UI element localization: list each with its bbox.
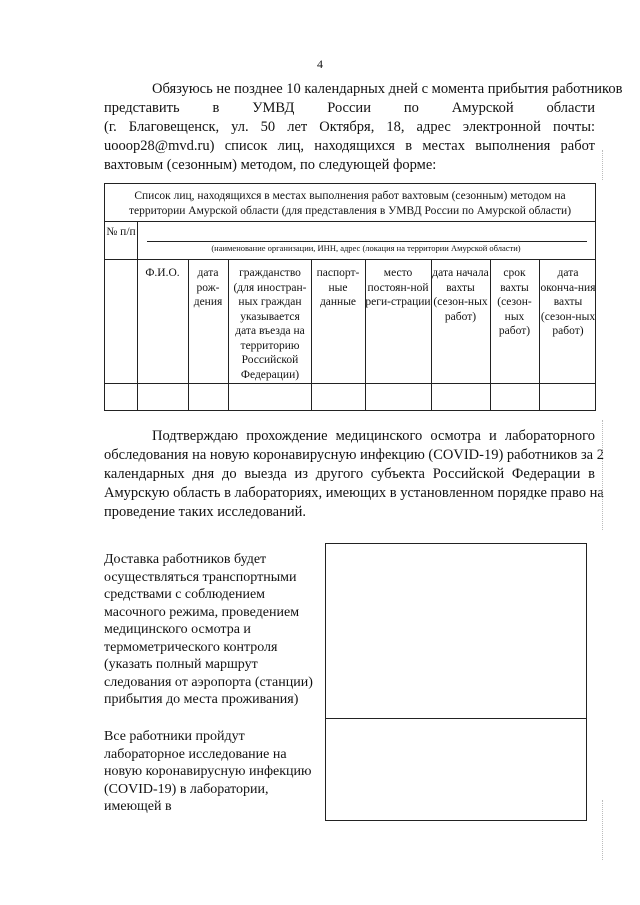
delivery-text: Доставка работников будет осуществляться транспортными средствами с соблюдением масочного режима, проведением медицинского осмотра и термометрического контроля (указать полный маршрут следования от аэропорта (станции) прибытия до места проживания) [104, 552, 313, 707]
table-caption: Список лиц, находящихся в местах выполнения работ вахтовым (сезонным) методом на территории Амурской области (для представления в УМВД России по Амурской области) [128, 190, 572, 217]
org-caption: (наименование организации, ИНН, адрес (локация на территории Амурской области) [211, 243, 521, 253]
paragraph-line: (г. Благовещенск, ул. 50 лет Октября, 18, адрес электронной почты: [104, 119, 595, 135]
lab-test-text: Все работники пройдут лабораторное исследование на новую коронавирусную инфекцию (COVID-19) в лаборатории, имеющей в [104, 729, 312, 814]
scan-edge-mark [602, 800, 603, 860]
table-header-number: № п/п [106, 226, 136, 238]
paragraph-line: представить в УМВД России по Амурской области [104, 100, 595, 116]
paragraph-line: Амурскую область в лабораториях, имеющих в установленном порядке право на [104, 485, 604, 501]
paragraph-line: календарных дня до выезда из другого субъекта Российской Федерации в [104, 466, 595, 482]
paragraph-line: проведение таких исследований. [104, 504, 307, 520]
col-header-passport: паспорт-ные данные [316, 267, 360, 308]
col-header-shift-start: дата начала вахты (сезон-ных работ) [432, 267, 489, 323]
paragraph-line: вахтовым (сезонным) методом, по следующей форме: [104, 157, 437, 173]
paragraph-line: uooop28@mvd.ru) список лиц, находящихся в местах выполнения работ [104, 138, 595, 154]
workers-list-table [104, 183, 596, 411]
col-header-registration: место постоян-ной реги-страции [365, 267, 431, 308]
paragraph-line: Подтверждаю прохождение медицинского осмотра и лабораторного [152, 428, 595, 444]
paragraph-line: обследования на новую коронавирусную инфекцию (COVID-19) работников за 2 [104, 447, 604, 463]
scan-edge-mark [602, 150, 603, 180]
scan-edge-mark [602, 420, 603, 530]
page-number: 4 [317, 57, 323, 71]
col-header-shift-term: срок вахты (сезон-ных работ) [497, 267, 532, 337]
org-name-line [147, 241, 587, 242]
table-divider [105, 221, 595, 222]
table-col-divider [228, 259, 229, 410]
lab-test-box[interactable] [325, 718, 587, 821]
table-divider [105, 383, 595, 384]
delivery-route-box[interactable] [325, 543, 587, 719]
table-divider [105, 259, 595, 260]
col-header-fio: Ф.И.О. [145, 267, 180, 279]
col-header-citizenship: гражданство (для иностран-ных граждан указывается дата въезда на территорию Российской Федерации) [233, 267, 307, 381]
paragraph-confirmation [104, 427, 604, 522]
col-header-birthdate: дата рож-дения [193, 267, 223, 308]
paragraph-commitment [104, 80, 623, 175]
paragraph-line: Обязуюсь не позднее 10 календарных дней с момента прибытия работников [152, 81, 623, 97]
col-header-shift-end: дата оконча-ния вахты (сезон-ных работ) [540, 267, 596, 337]
